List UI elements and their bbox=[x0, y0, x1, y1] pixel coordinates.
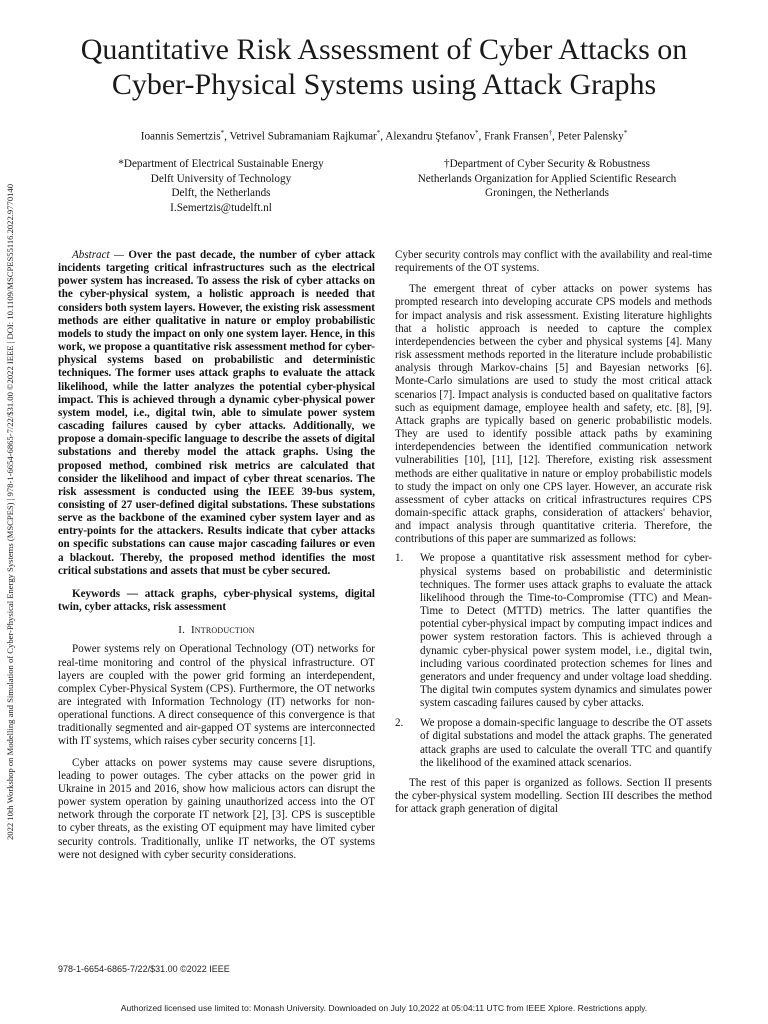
author-separator: , bbox=[224, 130, 230, 143]
affiliation-delft bbox=[76, 157, 366, 215]
license-notice: Authorized licensed use limited to: Monash University. Downloaded on July 10,2022 at 05:04:11 UTC from IEEE Xplore. Restrictions apply. bbox=[120, 1003, 648, 1013]
affiliation-line: *Department of Electrical Sustainable Energy bbox=[118, 158, 324, 170]
paper-title bbox=[40, 32, 728, 102]
affiliation-line: Delft, the Netherlands bbox=[171, 187, 271, 200]
author-affil-mark: † bbox=[548, 129, 552, 137]
right-column bbox=[395, 249, 712, 816]
affiliation-line: Delft University of Technology bbox=[150, 172, 292, 185]
abstract-text: Over the past decade, the number of cyber attack incidents targeting critical infrastructures such as the electrical power system has increased. To assess the risk of cyber attacks on the cyber-physical system, a holistic approach is needed that considers both system layers. However, the existing risk assessment methods are either qualitative in nature or employ probabilistic models to study the impact on only one system layer. Hence, in this work, we propose a quantitative risk assessment method for cyber-physical systems based on probabilistic and deterministic techniques. The former uses attack graphs to evaluate the attack likelihood, while the latter analyzes the potential cyber-physical impact. This is achieved through a dynamic cyber-physical power system model, i.e., digital twin, able to simulate power system cascading failures caused by cyber attacks. Additionally, we propose a domain-specific language to describe the assets of digital substations and thereby model the attack graphs. Using the proposed method, combined risk metrics are calculated that consider the likelihood and impact of cyber threat scenarios. The risk assessment is conducted using the IEEE 39-bus system, consisting of 27 user-defined digital substations. These substations serve as the backbone of the examined cyber system layer and as entry-points for the attackers. Results indicate that cyber attacks on specific substations can cause major cascading failures or even a blackout. Thereby, the proposed method identifies the most critical substations and assets that must be cyber secured. bbox=[58, 249, 375, 577]
contributions-list bbox=[395, 552, 712, 770]
abstract-label: Abstract — bbox=[72, 249, 124, 261]
list-item-number: 1. bbox=[395, 552, 404, 565]
keywords: Keywords — attack graphs, cyber-physical systems, digital twin, cyber attacks, risk assessment bbox=[58, 587, 375, 614]
title-line-1: Quantitative Risk Assessment of Cyber Attacks on bbox=[80, 33, 688, 66]
author-name: Alexandru Ştefanov bbox=[385, 130, 476, 143]
affiliation-line: Netherlands Organization for Applied Scientific Research bbox=[417, 172, 677, 185]
section-heading-introduction bbox=[58, 624, 375, 637]
intro-paragraph: Power systems rely on Operational Technology (OT) networks for real-time monitoring and control of the physical infrastructure. OT layers are coupled with the power grid forming an interdependent, complex Cyber-Physical System (CPS). Furthermore, the OT networks are integrated with Information Technology (IT) networks for non-operational functions. A direct consequence of this convergence is that traditionally segmented and air-gapped OT systems are interconnected with IT systems, which raises cyber security concerns [1]. bbox=[58, 643, 375, 748]
affiliation-line: Groningen, the Netherlands bbox=[485, 187, 609, 200]
author-list bbox=[40, 126, 728, 144]
affiliation-tno bbox=[402, 157, 692, 201]
author-affil-mark: * bbox=[623, 129, 628, 137]
ieee-citation-sidebar bbox=[3, 138, 17, 886]
author-name: Frank Fransen bbox=[484, 130, 549, 143]
author-affil-mark: * bbox=[220, 129, 225, 137]
list-item bbox=[395, 552, 712, 710]
author-name: Ioannis Semertzis bbox=[140, 130, 221, 143]
affiliation-line: †Department of Cyber Security & Robustness bbox=[443, 158, 650, 170]
author-email: I.Semertzis@tudelft.nl bbox=[170, 201, 272, 214]
author-affil-mark: * bbox=[376, 129, 381, 137]
sidebar-citation-text: 2022 10th Workshop on Modelling and Simulation of Cyber-Physical Energy Systems (MSCPES) | 978-1-6654-6865-7/22/$31.00 ©2022 IEEE | DOI: 10.1109/MSCPES55116.2022.9770140 bbox=[5, 183, 15, 841]
list-item-text: We propose a quantitative risk assessment method for cyber-physical systems based on probabilistic and deterministic techniques. The former uses attack graphs to evaluate the attack likelihood through the Time-to-Compromise (TTC) and Mean-Time to Detect (MTTD) metrics. The latter quantifies the potential cyber-physical impact by computing impact indices and power system restoration factors. This is achieved through a dynamic cyber-physical power system model, i.e., digital twin, including various coordinated protection schemes for lines and generators and under frequency and under voltage load shedding. The digital twin computes system dynamics and simulates power system cascading failures caused by cyber attacks. bbox=[420, 552, 712, 710]
body-paragraph: The emergent threat of cyber attacks on power systems has prompted research into developing accurate CPS models and methods for impact analysis and risk assessment. Existing literature highlights that a holistic approach is needed to capture the complex interdependencies between the cyber and physical systems [4]. Many risk assessment methods reported in the literature include probabilistic analysis through Markov-chains [5] and Bayesian networks [6]. Monte-Carlo simulations are used to study the most critical attack scenarios [7]. Impact analysis is conducted based on qualitative factors such as equipment damage, employee health and safety, etc. [8], [9]. Attack graphs are typically based on generic probabilistic models. They are used to identify possible attack paths by examining interdependencies between the identified communication network vulnerabilities [10], [11], [12]. Therefore, existing risk assessment methods are either qualitative in nature or employ probabilistic models to study the impact on only one CPS layer. However, an accurate risk assessment of cyber attacks on critical infrastructures requires CPS domain-specific attack graphs, consideration of attackers' behavior, and impact analysis through quantitative criteria. Therefore, the contributions of this paper are summarized as follows: bbox=[395, 283, 712, 546]
author-separator: , bbox=[380, 130, 386, 143]
author-separator: , bbox=[478, 130, 485, 143]
author-name: Vetrivel Subramaniam Rajkumar bbox=[229, 130, 377, 143]
author-name: Peter Palensky bbox=[557, 130, 624, 143]
body-paragraph: Cyber security controls may conflict with the availability and real-time requirements of the OT systems. bbox=[395, 249, 712, 275]
list-item bbox=[395, 717, 712, 770]
abstract bbox=[58, 249, 375, 578]
intro-paragraph: Cyber attacks on power systems may cause severe disruptions, leading to power outages. The cyber attacks on the power grid in Ukraine in 2015 and 2016, show how malicious actors can disrupt the power system operation by gaining unauthorized access into the OT network through the corporate IT network [2], [3]. CPS is susceptible to cyber threats, as the existing OT equipment may have limited cyber security controls. Traditionally, unlike IT networks, the OT systems were not designed with cyber security considerations. bbox=[58, 756, 375, 861]
left-column bbox=[58, 249, 375, 862]
list-item-number: 2. bbox=[395, 717, 404, 730]
title-line-2: Cyber-Physical Systems using Attack Graphs bbox=[111, 68, 657, 101]
author-affil-mark: * bbox=[475, 129, 479, 137]
body-paragraph: The rest of this paper is organized as follows. Section II presents the cyber-physical system modelling. Section III describes the method for attack graph generation of digital bbox=[395, 776, 712, 816]
section-title: Introduction bbox=[190, 624, 255, 637]
list-item-text: We propose a domain-specific language to describe the OT assets of digital substations and model the attack graphs. The generated attack graphs are used to calculate the overall TTC and quantify the likelihood of the examined attack scenarios. bbox=[420, 717, 712, 769]
copyright-notice: 978-1-6654-6865-7/22/$31.00 ©2022 IEEE bbox=[58, 964, 230, 974]
author-separator: , bbox=[551, 130, 558, 143]
section-number: I. bbox=[178, 624, 186, 637]
